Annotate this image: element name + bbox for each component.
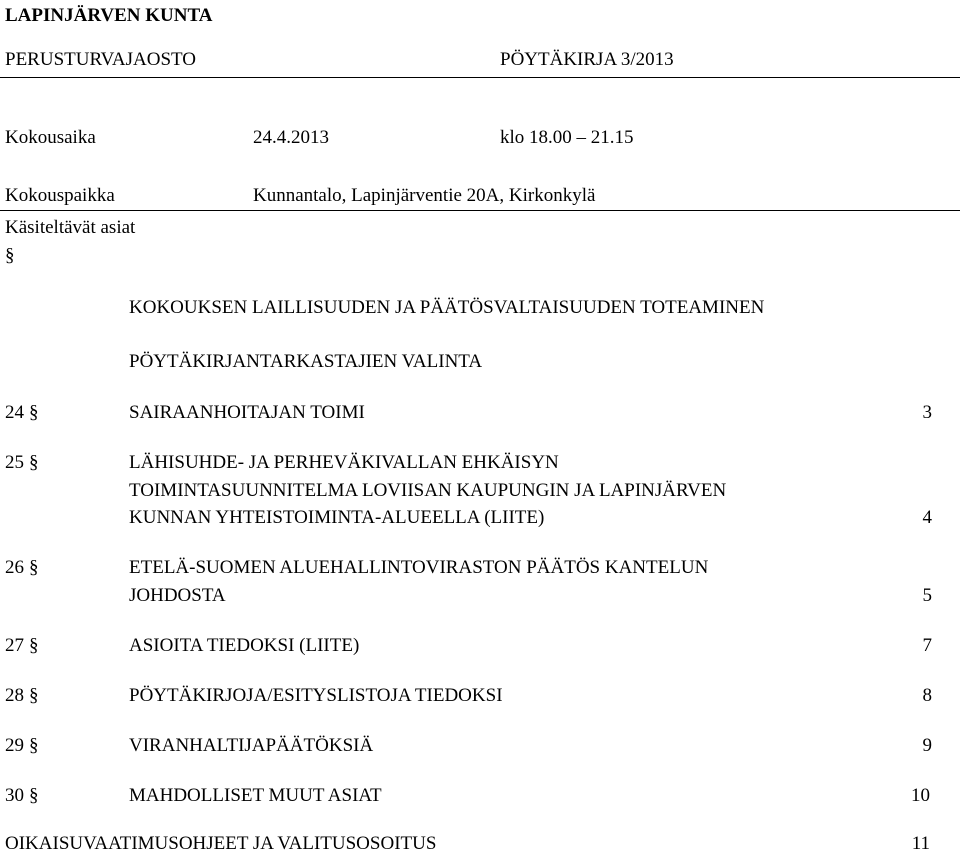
section-symbol: § — [29, 785, 39, 806]
appeal-label: OIKAISUVAATIMUSOHJEET JA VALITUSOSOITUS — [5, 833, 437, 854]
item-title: LÄHISUHDE- JA PERHEVÄKIVALLAN EHKÄISYN — [129, 452, 559, 473]
item-page: 4 — [922, 507, 932, 528]
item-page: 7 — [922, 635, 932, 656]
item-title: ETELÄ-SUOMEN ALUEHALLINTOVIRASTON PÄÄTÖS KANTELUN — [129, 557, 709, 578]
section-symbol: § — [29, 635, 39, 656]
header-divider — [0, 77, 960, 78]
item-number: 28 — [5, 685, 24, 706]
item-number: 30 — [5, 785, 24, 806]
item-page: 8 — [922, 685, 932, 706]
section-symbol: § — [5, 245, 15, 266]
item-number: 24 — [5, 402, 24, 423]
meeting-time: klo 18.00 – 21.15 — [500, 127, 634, 148]
minutes-number: PÖYTÄKIRJA 3/2013 — [500, 49, 674, 70]
agenda-heading: Käsiteltävät asiat — [5, 217, 136, 238]
item-title: VIRANHALTIJAPÄÄTÖKSIÄ — [129, 735, 374, 756]
item-title: ASIOITA TIEDOKSI (LIITE) — [129, 635, 360, 656]
item-title: SAIRAANHOITAJAN TOIMI — [129, 402, 365, 423]
committee-name: PERUSTURVAJAOSTO — [5, 49, 196, 70]
item-title: TOIMINTASUUNNITELMA LOVIISAN KAUPUNGIN JA LAPINJÄRVEN — [129, 480, 727, 501]
meeting-place-label: Kokouspaikka — [5, 185, 115, 206]
agenda-intro-item: KOKOUKSEN LAILLISUUDEN JA PÄÄTÖSVALTAISUUDEN TOTEAMINEN — [129, 297, 765, 318]
item-page: 3 — [922, 402, 932, 423]
item-page: 5 — [922, 585, 932, 606]
item-title: KUNNAN YHTEISTOIMINTA-ALUEELLA (LIITE) — [129, 507, 545, 528]
item-title: JOHDOSTA — [129, 585, 226, 606]
section-symbol: § — [29, 685, 39, 706]
agenda-intro-item: PÖYTÄKIRJANTARKASTAJIEN VALINTA — [129, 351, 483, 372]
section-symbol: § — [29, 735, 39, 756]
item-page: 10 — [911, 785, 930, 806]
item-number: 29 — [5, 735, 24, 756]
meeting-divider — [0, 210, 960, 211]
item-number: 25 — [5, 452, 24, 473]
section-symbol: § — [29, 402, 39, 423]
section-symbol: § — [29, 557, 39, 578]
meeting-time-label: Kokousaika — [5, 127, 96, 148]
item-number: 26 — [5, 557, 24, 578]
section-symbol: § — [29, 452, 39, 473]
organization-name: LAPINJÄRVEN KUNTA — [5, 5, 213, 26]
item-title: PÖYTÄKIRJOJA/ESITYSLISTOJA TIEDOKSI — [129, 685, 503, 706]
meeting-place: Kunnantalo, Lapinjärventie 20A, Kirkonkylä — [253, 185, 596, 206]
meeting-date: 24.4.2013 — [253, 127, 329, 148]
appeal-page: 11 — [911, 833, 930, 854]
item-title: MAHDOLLISET MUUT ASIAT — [129, 785, 382, 806]
item-number: 27 — [5, 635, 24, 656]
item-page: 9 — [922, 735, 932, 756]
